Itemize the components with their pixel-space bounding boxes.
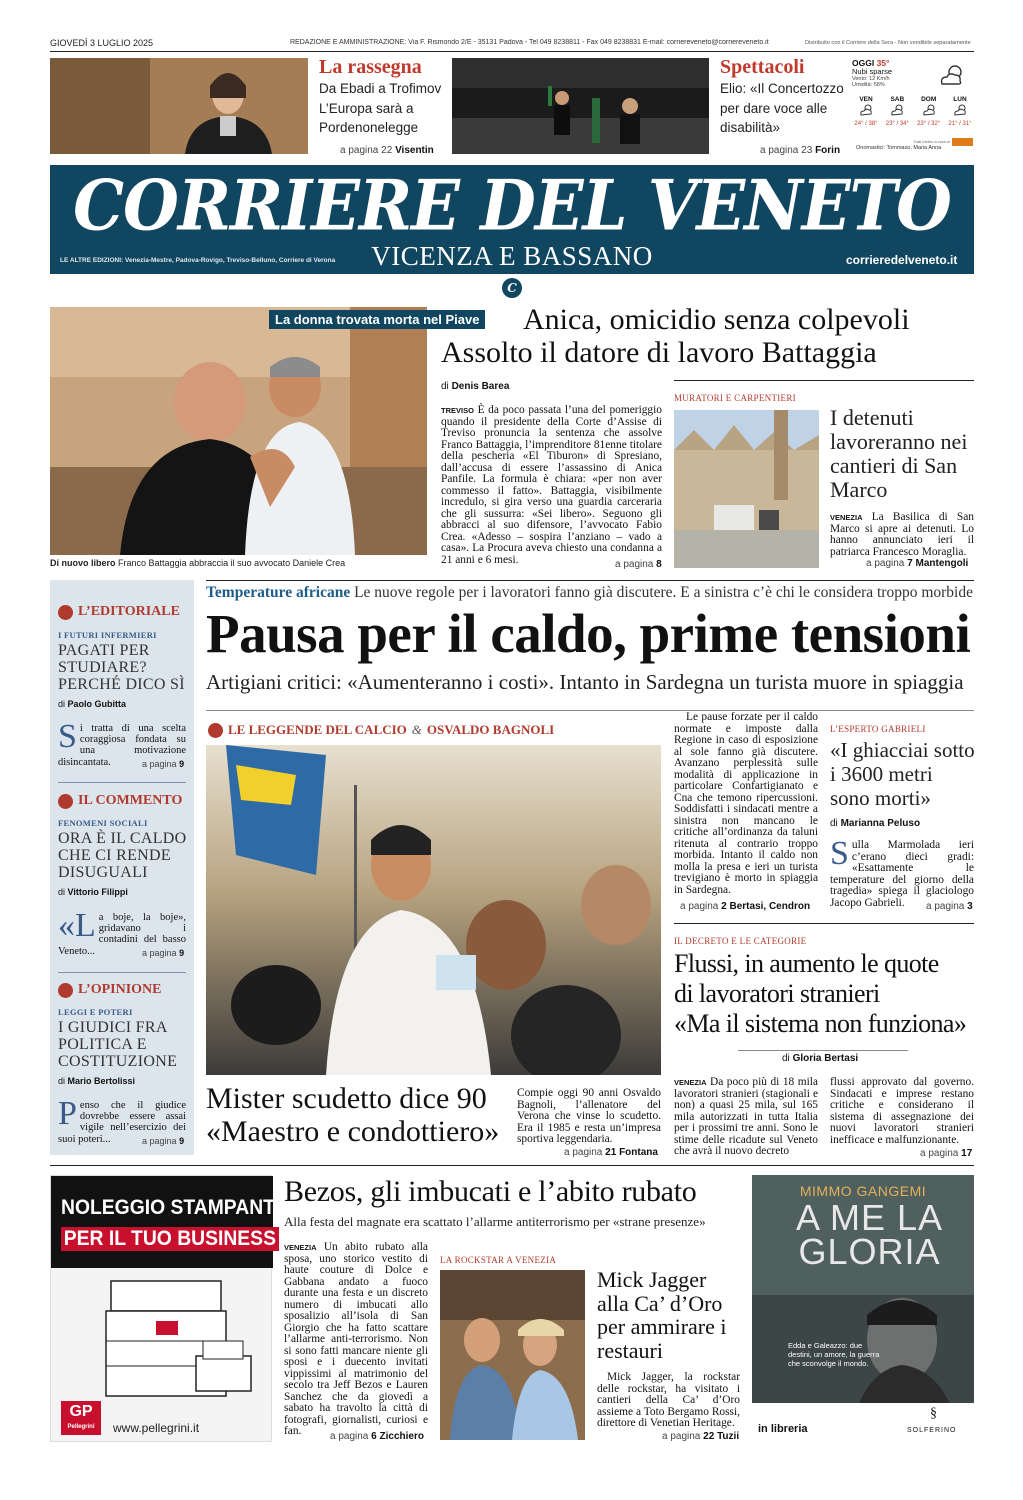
detenuti-photo-svg xyxy=(674,410,819,568)
teaser-text-rassegna[interactable]: Da Ebadi a Trofimov L’Europa sarà a Pordenonelegge xyxy=(319,81,442,135)
jagger-text: Mick Jagger, la rockstar delle rockstar, ha visitato i cantieri della Ca’ d’Oro assieme a Toto Bergamo Rossi, direttore di Venetian Heritage. xyxy=(597,1371,740,1429)
speech-icon xyxy=(58,794,73,809)
date: GIOVEDÌ 3 LUGLIO 2025 xyxy=(50,38,154,48)
lead-byline: di Denis Barea xyxy=(441,381,510,392)
detenuti-text: VENEZIA La Basilica di San Marco si apre ai detenuti. Lo hanno annunciato ieri il patriarca Francesco Moraglia. xyxy=(830,511,974,558)
flussi-byline: di Gloria Bertasi xyxy=(782,1053,859,1064)
calcio-photo[interactable] xyxy=(206,745,661,1075)
partly-cloudy-icon xyxy=(922,104,936,116)
lead-photo-svg xyxy=(50,307,427,555)
partly-cloudy-icon xyxy=(953,104,967,116)
lead-title-1[interactable]: Anica, omicidio senza colpevoli xyxy=(523,303,910,336)
ad-printer-line-1: NOLEGGIO STAMPANTI xyxy=(61,1196,281,1219)
sidebar-text-opinione: Penso che il giudice dovrebbe essere assai vigile nell’esercizio dei suoi poteri... xyxy=(58,1095,186,1145)
lead-page: a pagina 8 xyxy=(615,559,662,570)
pen-icon xyxy=(58,605,73,620)
flussi-title-3[interactable]: «Ma il sistema non funziona» xyxy=(674,1009,967,1038)
sidebar-byline-opinione: di Mario Bertolissi xyxy=(58,1076,136,1086)
sidebar-kicker-commento: FENOMENI SOCIALI xyxy=(58,818,148,828)
masthead-title[interactable]: CORRIERE DEL VENETO xyxy=(73,166,951,247)
sidebar-page-opinione: a pagina 9 xyxy=(142,1136,185,1146)
printer-icon xyxy=(101,1271,261,1406)
ad-printer-rental[interactable] xyxy=(50,1175,281,1442)
calcio-title-2[interactable]: «Maestro e condottiero» xyxy=(206,1115,500,1148)
ghiacciai-title[interactable]: «I ghiacciai sotto i 3600 metri sono morti» xyxy=(830,738,975,810)
jagger-photo[interactable] xyxy=(440,1270,585,1440)
detenuti-page: a pagina 7 Mantengoli xyxy=(866,558,969,569)
sidebar-section-commento: IL COMMENTO xyxy=(58,793,182,809)
flussi-page: a pagina 17 xyxy=(920,1148,973,1159)
sidebar-section-editoriale: L’EDITORIALE xyxy=(58,604,180,620)
logo-icon: C xyxy=(502,278,522,298)
ad-printer-url[interactable]: www.pellegrini.it xyxy=(113,1421,200,1435)
teaser-kicker-rassegna[interactable]: La rassegna xyxy=(319,56,422,78)
redazione: REDAZIONE E AMMINISTRAZIONE: Via F. Rismondo 2/E - 35131 Padova - Tel 049 8238811 - Fax 049 8238831 E-mail: corriereveneto@corriereveneto.it xyxy=(290,39,769,46)
detenuti-photo[interactable] xyxy=(674,410,819,568)
lead-photo[interactable] xyxy=(50,307,427,555)
sidebar-text-commento: «La boje, la boje», gridavano i contadini del basso Veneto... xyxy=(58,907,186,957)
opinion-icon xyxy=(58,983,73,998)
weather-today-label: OGGI xyxy=(852,58,875,68)
jagger-title[interactable]: Mick Jagger alla Ca’ d’Oro per ammirare i restauri xyxy=(597,1267,727,1363)
sidebar-kicker-opinione: LEGGI E POTERI xyxy=(58,1007,133,1017)
main-subtitle[interactable]: Artigiani critici: «Aumenteranno i costi». Intanto in Sardegna un turista muore in spiaggia xyxy=(206,670,964,694)
lead-tag[interactable]: La donna trovata morta nel Piave xyxy=(269,310,485,329)
distribution-note: Distribuito con il Corriere della Sera - Non vendibile separatamente xyxy=(805,40,971,46)
detenuti-kicker: MURATORI E CARPENTIERI xyxy=(674,393,796,403)
sidebar-byline-commento: di Vittorio Filippi xyxy=(58,887,128,897)
sidebar-title-commento[interactable]: ORA È IL CALDO CHE CI RENDE DISUGUALI xyxy=(58,830,187,881)
ad-book[interactable] xyxy=(752,1175,974,1442)
calcio-text: Compie oggi 90 anni Osvaldo Bagnoli, l’allenatore del Verona che vinse lo scudetto. Era il 1985 e resta un’impresa sportiva leggendaria. xyxy=(517,1087,661,1145)
sidebar-page-editoriale: a pagina 9 xyxy=(142,759,185,769)
masthead-site[interactable]: corrieredelveneto.it xyxy=(846,253,958,267)
jagger-kicker: LA ROCKSTAR A VENEZIA xyxy=(440,1255,557,1265)
sidebar-title-editoriale[interactable]: PAGATI PER STUDIARE? PERCHÉ DICO SÌ xyxy=(58,642,185,693)
weather-today-desc: Nubi sparse xyxy=(852,67,893,76)
lead-text: TREVISO È da poco passata l’una del pomeriggio quando il presidente della Corte d’Assise di Treviso pronuncia la sentenza che assolve Franco Battaggia, l’imprenditore 81enne titolare della pescheria «El Tiburon» di Spresiano, dall’accusa di essere l’assassino di Anica Panfile. La formula è chiara: «per non aver commesso il fatto». Battaggia, visibilmente incredulo, si gira verso una guardia carceraria che gli sussurra: «Sei libero». Seguono gli abbracci al suo difensore, l’avvocato Fabio Crea. «Adesso – sospira l’anziano – vado a casa». La Procura aveva chiesto una condanna a 21 anni e 6 mesi. xyxy=(441,404,662,566)
teaser-photo-concert[interactable] xyxy=(452,58,709,154)
calcio-title-1[interactable]: Mister scudetto dice 90 xyxy=(206,1082,487,1115)
main-page: a pagina 2 Bertasi, Cendron xyxy=(680,901,811,912)
forecast-day-3: LUN 21° / 31° xyxy=(948,96,972,127)
main-text: Le pause forzate per il caldo normate e imposte dalla Regione in caso di esposizione al sole fanno già discutere. Avanzano perplessità sulle modalità di applicazione in particolare Confartigianato e Cna che temono ripercussioni. Soddisfatti i sindacati mentre a sinistra non mancano le critiche all’ordinanza da taluni ritenuta al contrario troppo morbida. Intanto il caldo non molla la presa e ieri un turista trevigiano è morto in spiaggia in Sardegna. xyxy=(674,711,818,896)
partly-cloudy-icon xyxy=(890,104,904,116)
forecast-day-2: DOM 23° / 32° xyxy=(917,96,941,127)
teaser-kicker-spettacoli[interactable]: Spettacoli xyxy=(720,56,805,78)
jagger-photo-svg xyxy=(440,1270,585,1440)
calcio-photo-svg xyxy=(206,745,661,1075)
ghiacciai-byline: di Marianna Peluso xyxy=(830,818,921,829)
flussi-col-1: VENEZIA Da poco più di 18 mila lavoratori stranieri (stagionali e non) a quasi 25 mila, sul 165 mila autorizzati in tutta Italia per i prossimi tre anni. Sono le stime delle ricadute sul Veneto che avrà il nuovo decreto xyxy=(674,1076,818,1157)
forecast-day-0: VEN 24° / 38° xyxy=(854,96,878,127)
weather-humidity: Umidità: 58% xyxy=(852,82,885,88)
forecast-day-1: SAB 23° / 34° xyxy=(885,96,909,127)
masthead xyxy=(50,165,974,274)
meteo-logo xyxy=(952,138,973,146)
ad-book-title: A ME LA GLORIA xyxy=(795,1197,944,1272)
ghiacciai-text: Sulla Marmolada ieri c’erano dieci gradi: «Esattamente le temperature del giorno della tragedia» spiega il glaciologo Jacopo Gabrieli. xyxy=(830,835,974,909)
flussi-col-2: flussi approvato dal governo. Sindacati e imprese restano critiche e considerano il sistema di assegnazione dei nuovi lavoratori stranieri inefficace e malfunzionante. xyxy=(830,1076,974,1146)
lead-title-2[interactable]: Assolto il datore di lavoro Battaggia xyxy=(441,336,877,369)
ad-book-blurb: Edda e Galeazzo: due destini, un amore, la guerra che sconvolge il mondo. xyxy=(788,1341,880,1368)
weather-wind: Vento: 12 Km/h xyxy=(852,76,890,82)
teaser-page-spettacoli: a pagina 23 Forin xyxy=(760,145,841,156)
sidebar-kicker-editoriale: I FUTURI INFERMIERI xyxy=(58,630,157,640)
teaser-photo-ebadi-svg xyxy=(50,58,308,154)
football-icon xyxy=(208,723,223,738)
ad-book-author: MIMMO GANGEMI xyxy=(799,1183,927,1199)
bezos-title[interactable]: Bezos, gli imbucati e l’abito rubato xyxy=(284,1175,697,1208)
sidebar-section-opinione: L’OPINIONE xyxy=(58,982,162,998)
ad-book-publisher: SOLFERINO xyxy=(907,1427,957,1434)
sidebar-text-editoriale: Si tratta di una scelta coraggiosa fondata su una motivazione disincantata. xyxy=(58,718,186,768)
teaser-photo-concert-svg xyxy=(452,58,709,154)
main-title[interactable]: Pausa per il caldo, prime tensioni xyxy=(206,603,971,664)
bezos-subtitle: Alla festa del magnate era scattato l’allarme antiterrorismo per «strane presenze» xyxy=(284,1214,706,1229)
ad-printer-brand-logo: GP Pellegrini xyxy=(61,1401,101,1435)
masthead-edition: VICENZA E BASSANO xyxy=(371,241,653,271)
masthead-other-editions: LE ALTRE EDIZIONI: Venezia-Mestre, Padova-Rovigo, Treviso-Belluno, Corriere di Verona xyxy=(60,257,336,264)
flussi-title-1[interactable]: Flussi, in aumento le quote xyxy=(674,949,939,978)
flussi-title-2[interactable]: di lavoratori stranieri xyxy=(674,979,880,1008)
weather-credit: Dati meteo a cura di xyxy=(914,139,950,144)
jagger-page: a pagina 22 Tuzii xyxy=(662,1431,740,1442)
partly-cloudy-icon xyxy=(859,104,873,116)
ad-book-in-libreria: in libreria xyxy=(758,1423,808,1435)
sidebar-page-commento: a pagina 9 xyxy=(142,948,185,958)
ghiacciai-kicker: L’ESPERTO GABRIELI xyxy=(830,724,926,734)
weather-today-temp: 35° xyxy=(876,58,890,68)
bezos-text: VENEZIA Un abito rubato alla sposa, uno storico vestito di haute couture di Dolce e Gabbana andato a fuoco durante una festa e un discreto numero di imbucati allo sposalizio all’isola di San Giorgio che ha fatto scattare l’allarme anti-terrorismo. Non si sono fatti mancare niente gli sposi e i duecento invitati vippissimi al matrimonio del secolo tra Jeff Bezos e Lauren Sanchez che da giovedì a sabato ha travolto la città di fotografi, giornalisti, curiosi e fan. xyxy=(284,1241,428,1437)
flussi-kicker: IL DECRETO E LE CATEGORIE xyxy=(674,936,807,946)
lead-caption: Di nuovo libero Franco Battaggia abbraccia il suo avvocato Daniele Crea xyxy=(50,558,346,568)
calcio-page: a pagina 21 Fontana xyxy=(564,1147,658,1158)
bezos-page: a pagina 6 Zicchiero xyxy=(330,1431,424,1442)
sidebar-title-opinione[interactable]: I GIUDICI FRA POLITICA E COSTITUZIONE xyxy=(58,1019,178,1070)
ghiacciai-page: a pagina 3 xyxy=(926,901,973,912)
detenuti-title[interactable]: I detenuti lavoreranno nei cantieri di San Marco xyxy=(830,405,968,502)
teaser-text-spettacoli[interactable]: Elio: «Il Concertozzo per dare voce alle disabilità» xyxy=(720,81,844,135)
onomastici: Onomastici: Tommaso, Maria Anna xyxy=(856,145,942,151)
teaser-photo-ebadi[interactable] xyxy=(50,58,308,154)
sidebar-byline-editoriale: di Paolo Gubitta xyxy=(58,699,127,709)
publisher-logo-icon: § xyxy=(930,1406,937,1421)
teaser-page-rassegna: a pagina 22 Visentin xyxy=(340,145,434,156)
weather-box xyxy=(852,58,974,154)
main-kicker-line: Temperature africane Le nuove regole per i lavoratori fanno già discutere. E a sinistra c’è chi le considera troppo morbide xyxy=(206,584,973,601)
partly-cloudy-icon xyxy=(938,62,966,88)
ad-printer-line-2: PER IL TUO BUSINESS xyxy=(61,1227,279,1251)
calcio-section: LE LEGGENDE DEL CALCIO & OSVALDO BAGNOLI xyxy=(208,722,554,738)
